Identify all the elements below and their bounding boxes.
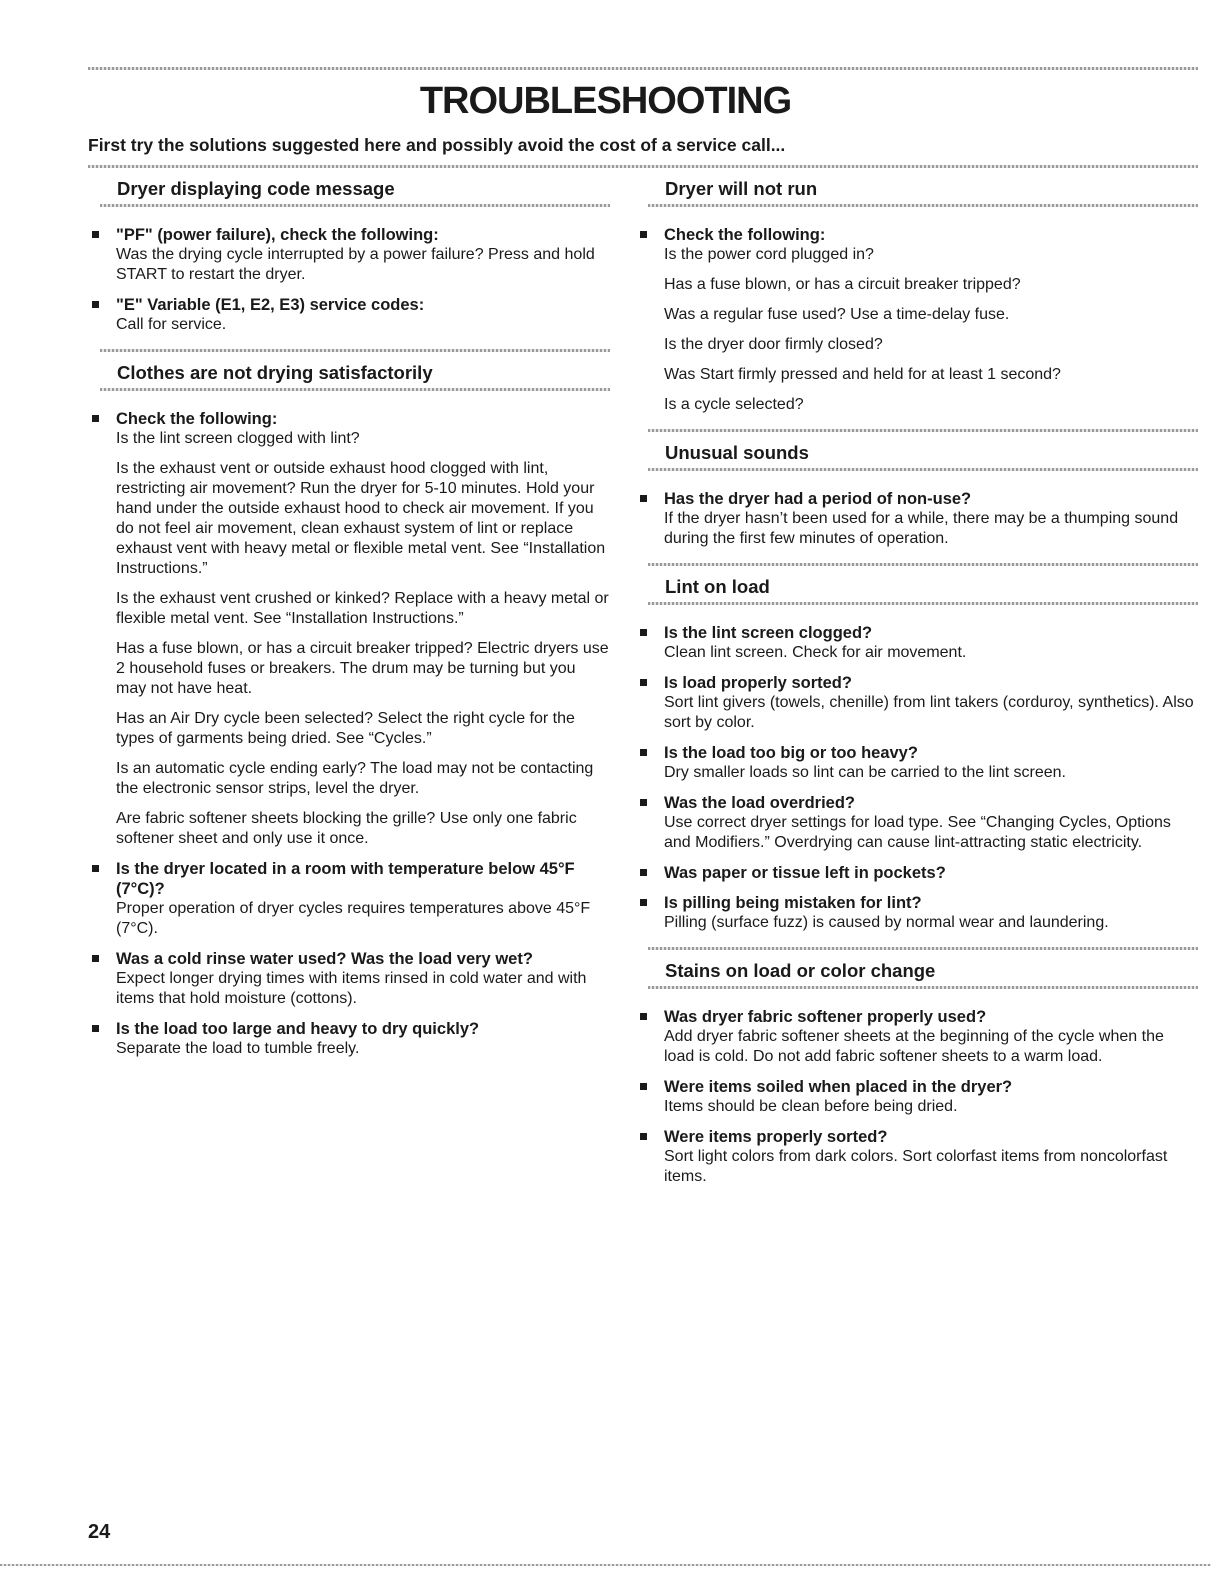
left-column xyxy=(100,176,610,1069)
bullet-icon xyxy=(640,749,647,756)
item-question: Is the lint screen clogged? xyxy=(664,624,873,642)
answer-paragraph: Items should be clean before being dried. xyxy=(664,1098,958,1115)
item-answer xyxy=(116,969,610,1009)
item-answer xyxy=(664,643,1198,663)
troubleshooting-section xyxy=(648,176,1198,415)
list-item xyxy=(648,863,1198,883)
list-item xyxy=(100,949,610,1009)
bullet-icon xyxy=(92,955,99,962)
item-answer xyxy=(664,763,1198,783)
section-divider xyxy=(648,602,1198,605)
top-divider xyxy=(88,67,1198,70)
item-question: Was the load overdried? xyxy=(664,794,856,812)
answer-paragraph: Has an Air Dry cycle been selected? Select the right cycle for the types of garments being dried. See “Cycles.” xyxy=(116,710,575,747)
answer-paragraph: Was the drying cycle interrupted by a power failure? Press and hold START to restart the dryer. xyxy=(116,246,595,283)
bullet-icon xyxy=(640,1013,647,1020)
item-question: Was a cold rinse water used? Was the load very wet? xyxy=(116,950,533,968)
answer-paragraph: Pilling (surface fuzz) is caused by normal wear and laundering. xyxy=(664,914,1109,931)
bullet-icon xyxy=(640,1133,647,1140)
answer-paragraph: Was a regular fuse used? Use a time-delay fuse. xyxy=(664,306,1010,323)
item-answer xyxy=(664,693,1198,733)
answer-paragraph: Sort lint givers (towels, chenille) from lint takers (corduroy, synthetics). Also sort by color. xyxy=(664,694,1194,731)
answer-paragraph: Expect longer drying times with items rinsed in cold water and with items that hold moisture (cottons). xyxy=(116,970,587,1007)
bullet-icon xyxy=(92,865,99,872)
bullet-icon xyxy=(92,415,99,422)
bullet-icon xyxy=(640,899,647,906)
troubleshooting-section xyxy=(648,563,1198,933)
bullet-icon xyxy=(640,231,647,238)
item-answer xyxy=(116,245,610,285)
item-question: Is pilling being mistaken for lint? xyxy=(664,894,922,912)
answer-paragraph: Is the lint screen clogged with lint? xyxy=(116,430,360,447)
answer-paragraph: Has a fuse blown, or has a circuit breaker tripped? Electric dryers use 2 household fuses or breakers. The drum may be turning but you may not have heat. xyxy=(116,640,609,697)
troubleshooting-section xyxy=(648,429,1198,549)
answer-paragraph: Clean lint screen. Check for air movement. xyxy=(664,644,967,661)
item-question: Was dryer fabric softener properly used? xyxy=(664,1008,987,1026)
troubleshooting-section xyxy=(100,349,610,1059)
list-item xyxy=(648,743,1198,783)
bullet-icon xyxy=(92,301,99,308)
item-answer xyxy=(664,509,1198,549)
list-item xyxy=(100,859,610,939)
list-item xyxy=(648,793,1198,853)
item-answer xyxy=(664,913,1198,933)
bullet-icon xyxy=(640,679,647,686)
section-divider xyxy=(648,429,1198,432)
answer-paragraph: Is a cycle selected? xyxy=(664,396,804,413)
answer-paragraph: Is an automatic cycle ending early? The load may not be contacting the electronic sensor strips, level the dryer. xyxy=(116,760,594,797)
section-heading: Stains on load or color change xyxy=(665,960,936,981)
list-item xyxy=(648,893,1198,933)
section-heading: Dryer will not run xyxy=(665,178,818,199)
troubleshooting-section xyxy=(100,176,610,335)
answer-paragraph: Dry smaller loads so lint can be carried to the lint screen. xyxy=(664,764,1066,781)
section-divider xyxy=(100,349,610,352)
item-answer xyxy=(664,1097,1198,1117)
section-divider xyxy=(648,563,1198,566)
item-question: Is load properly sorted? xyxy=(664,674,852,692)
intro-text: First try the solutions suggested here and possibly avoid the cost of a service call... xyxy=(88,135,786,155)
answer-paragraph: Separate the load to tumble freely. xyxy=(116,1040,360,1057)
section-divider xyxy=(100,204,610,207)
item-question: Check the following: xyxy=(116,410,278,428)
answer-paragraph: Is the exhaust vent crushed or kinked? Replace with a heavy metal or flexible metal vent. See “Installation Instructions.” xyxy=(116,590,609,627)
answer-paragraph: If the dryer hasn’t been used for a while, there may be a thumping sound during the first few minutes of operation. xyxy=(664,510,1179,547)
item-question: Is the load too large and heavy to dry quickly? xyxy=(116,1020,480,1038)
item-answer xyxy=(116,315,610,335)
answer-paragraph: Add dryer fabric softener sheets at the beginning of the cycle when the load is cold. Do not add fabric softener sheets to a warm load. xyxy=(664,1028,1164,1065)
item-answer xyxy=(664,813,1198,853)
bullet-icon xyxy=(640,799,647,806)
answer-paragraph: Is the power cord plugged in? xyxy=(664,246,874,263)
item-question: Were items soiled when placed in the dryer? xyxy=(664,1078,1013,1096)
bullet-icon xyxy=(92,1025,99,1032)
list-item xyxy=(648,225,1198,415)
list-item xyxy=(100,409,610,849)
section-divider xyxy=(648,204,1198,207)
answer-paragraph: Was Start firmly pressed and held for at least 1 second? xyxy=(664,366,1061,383)
bullet-icon xyxy=(640,629,647,636)
list-item xyxy=(648,489,1198,549)
page-number: 24 xyxy=(88,1521,111,1543)
item-answer xyxy=(664,1147,1198,1187)
section-heading: Lint on load xyxy=(665,576,770,597)
bullet-icon xyxy=(92,231,99,238)
item-answer xyxy=(664,1027,1198,1067)
bullet-icon xyxy=(640,869,647,876)
section-divider xyxy=(648,468,1198,471)
list-item xyxy=(100,295,610,335)
item-question: Check the following: xyxy=(664,226,826,244)
list-item xyxy=(648,623,1198,663)
answer-paragraph: Proper operation of dryer cycles requires temperatures above 45°F (7°C). xyxy=(116,900,591,937)
list-item xyxy=(100,1019,610,1059)
list-item xyxy=(648,1007,1198,1067)
answer-paragraph: Sort light colors from dark colors. Sort colorfast items from noncolorfast items. xyxy=(664,1148,1168,1185)
answer-paragraph: Is the dryer door firmly closed? xyxy=(664,336,883,353)
item-answer xyxy=(664,245,1198,415)
item-question: Were items properly sorted? xyxy=(664,1128,888,1146)
list-item xyxy=(100,225,610,285)
item-answer xyxy=(116,429,610,849)
section-divider xyxy=(100,388,610,391)
section-heading: Unusual sounds xyxy=(665,442,809,463)
item-question: "E" Variable (E1, E2, E3) service codes: xyxy=(116,296,425,314)
intro-divider xyxy=(88,165,1198,168)
item-question: Is the load too big or too heavy? xyxy=(664,744,918,762)
section-heading: Clothes are not drying satisfactorily xyxy=(117,362,433,383)
answer-paragraph: Is the exhaust vent or outside exhaust hood clogged with lint, restricting air movement? Run the dryer for 5-10 minutes. Hold your hand under the outside exhaust hood to check air movement. If you do not feel air movement, clean exhaust system of lint or replace exhaust vent with heavy metal or flexible metal vent. See “Installation Instructions.” xyxy=(116,460,606,577)
list-item xyxy=(648,673,1198,733)
item-question: "PF" (power failure), check the following: xyxy=(116,226,439,244)
page-title: TROUBLESHOOTING xyxy=(419,80,792,122)
section-divider xyxy=(648,947,1198,950)
answer-paragraph: Call for service. xyxy=(116,316,227,333)
item-question: Has the dryer had a period of non-use? xyxy=(664,490,972,508)
section-divider xyxy=(648,986,1198,989)
bottom-divider xyxy=(0,1564,1211,1566)
list-item xyxy=(648,1077,1198,1117)
section-heading: Dryer displaying code message xyxy=(117,178,395,199)
troubleshooting-section xyxy=(648,947,1198,1187)
bullet-icon xyxy=(640,1083,647,1090)
answer-paragraph: Are fabric softener sheets blocking the grille? Use only one fabric softener sheet and only use it once. xyxy=(116,810,577,847)
answer-paragraph: Has a fuse blown, or has a circuit breaker tripped? xyxy=(664,276,1021,293)
list-item xyxy=(648,1127,1198,1187)
bullet-icon xyxy=(640,495,647,502)
item-question: Was paper or tissue left in pockets? xyxy=(664,864,946,882)
answer-paragraph: Use correct dryer settings for load type. See “Changing Cycles, Options and Modifiers.” Overdrying can cause lint-attracting static electricity. xyxy=(664,814,1171,851)
right-column xyxy=(648,176,1198,1197)
item-question: Is the dryer located in a room with temperature below 45°F (7°C)? xyxy=(116,860,575,898)
item-answer xyxy=(116,1039,610,1059)
item-answer xyxy=(116,899,610,939)
